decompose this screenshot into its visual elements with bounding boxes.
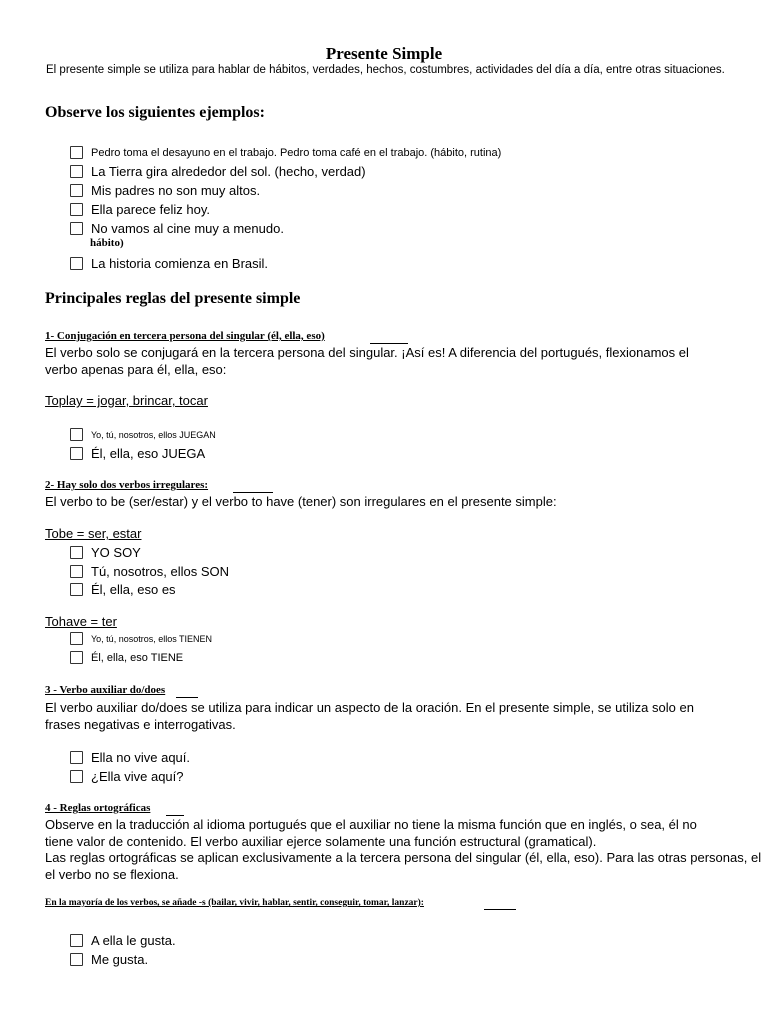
example-label: La Tierra gira alrededor del sol. (hecho, verdad) [91,164,366,179]
example-label: Ella no vive aquí. [91,750,191,765]
example-label: ¿Ella vive aquí? [91,769,184,784]
checkbox-icon[interactable] [70,184,83,197]
rule4-text: Las reglas ortográficas se aplican exclusivamente a la tercera persona del singular (él, ella, eso). Para las otras personas, el [45,850,762,865]
example-item[interactable] [70,221,284,236]
conjugation-item[interactable] [70,446,205,461]
checkbox-icon[interactable] [70,546,83,559]
example-label: Me gusta. [91,952,149,967]
checkbox-icon[interactable] [70,953,83,966]
example-label: Ella parece feliz hoy. [91,202,210,217]
conjugation-label: Él, ella, eso es [91,582,176,597]
conjugation-item[interactable] [70,564,229,579]
example-item[interactable] [70,183,260,198]
conjugation-item[interactable] [70,651,183,664]
rule2-verb-have: Tohave = ter [45,614,117,629]
rule4-text: el verbo no se flexiona. [45,867,179,882]
rule1-title: 1- Conjugación en tercera persona del singular (él, ella, eso) [45,330,325,342]
example-label: Pedro toma el desayuno en el trabajo. Pedro toma café en el trabajo. (hábito, rutina) [91,146,502,159]
checkbox-icon[interactable] [70,934,83,947]
example-item[interactable] [70,952,148,967]
checkbox-icon[interactable] [70,146,83,159]
rule2-title: 2- Hay solo dos verbos irregulares: [45,479,209,491]
rule1-text: verbo apenas para él, ella, eso: [45,362,227,377]
checkbox-icon[interactable] [70,751,83,764]
checkbox-icon[interactable] [70,222,83,235]
checkbox-icon[interactable] [70,583,83,596]
rule4-subtitle: En la mayoría de los verbos, se añade -s (bailar, vivir, hablar, sentir, conseguir, tomar, lanzar): [45,898,424,908]
checkbox-icon[interactable] [70,565,83,578]
rule2-text: El verbo to be (ser/estar) y el verbo to have (tener) son irregulares en el presente simple: [45,494,557,509]
rule4-text: tiene valor de contenido. El verbo auxiliar ejerce solamente una función estructural (gramatical). [45,834,597,849]
examples-heading: Observe los siguientes ejemplos: [45,104,265,121]
rule3-title-underline [176,697,198,698]
checkbox-icon[interactable] [70,165,83,178]
conjugation-label: Yo, tú, nosotros, ellos TIENEN [91,633,213,644]
intro-text: El presente simple se utiliza para hablar de hábitos, verdades, hechos, costumbres, actividades del día a día, entre otras situaciones. [46,64,725,76]
rule3-title: 3 - Verbo auxiliar do/does [45,684,166,696]
checkbox-icon[interactable] [70,632,83,645]
page-title: Presente Simple [325,44,443,63]
checkbox-icon[interactable] [70,203,83,216]
conjugation-item[interactable] [70,428,216,441]
conjugation-label: Él, ella, eso JUEGA [91,446,206,461]
checkbox-icon[interactable] [70,770,83,783]
example-item[interactable] [70,164,366,179]
example-item[interactable] [70,750,190,765]
checkbox-icon[interactable] [70,447,83,460]
example-label: No vamos al cine muy a menudo. [91,221,284,236]
example-label: A ella le gusta. [91,933,176,948]
rules-heading: Principales reglas del presente simple [45,290,301,307]
conjugation-item[interactable] [70,545,141,560]
rule3-text: El verbo auxiliar do/does se utiliza para indicar un aspecto de la oración. En el presente simple, se utiliza solo en [45,700,694,715]
example-label: La historia comienza en Brasil. [91,256,269,271]
rule4-subtitle-underline [484,909,516,910]
conjugation-label: Yo, tú, nosotros, ellos JUEGAN [91,429,216,440]
example-item[interactable] [70,769,184,784]
rule4-title: 4 - Reglas ortográficas [45,802,151,814]
example-note: hábito) [90,237,124,249]
example-item[interactable] [70,146,501,159]
example-item[interactable] [70,202,210,217]
conjugation-label: YO SOY [91,545,141,560]
rule1-verb: Toplay = jogar, brincar, tocar [45,393,208,408]
checkbox-icon[interactable] [70,651,83,664]
example-item[interactable] [70,256,268,271]
conjugation-item[interactable] [70,582,176,597]
conjugation-label: Tú, nosotros, ellos SON [91,564,229,579]
conjugation-item[interactable] [70,632,212,645]
conjugation-label: Él, ella, eso TIENE [91,651,184,664]
example-item[interactable] [70,933,176,948]
checkbox-icon[interactable] [70,257,83,270]
rule2-verb-be: Tobe = ser, estar [45,526,142,541]
example-label: Mis padres no son muy altos. [91,183,261,198]
rule4-text: Observe en la traducción al idioma portugués que el auxiliar no tiene la misma función que en inglés, o sea, él no [45,817,697,832]
checkbox-icon[interactable] [70,428,83,441]
rule1-text: El verbo solo se conjugará en la tercera persona del singular. ¡Así es! A diferencia del portugués, flexionamos el [45,345,689,360]
rule3-text: frases negativas e interrogativas. [45,717,236,732]
